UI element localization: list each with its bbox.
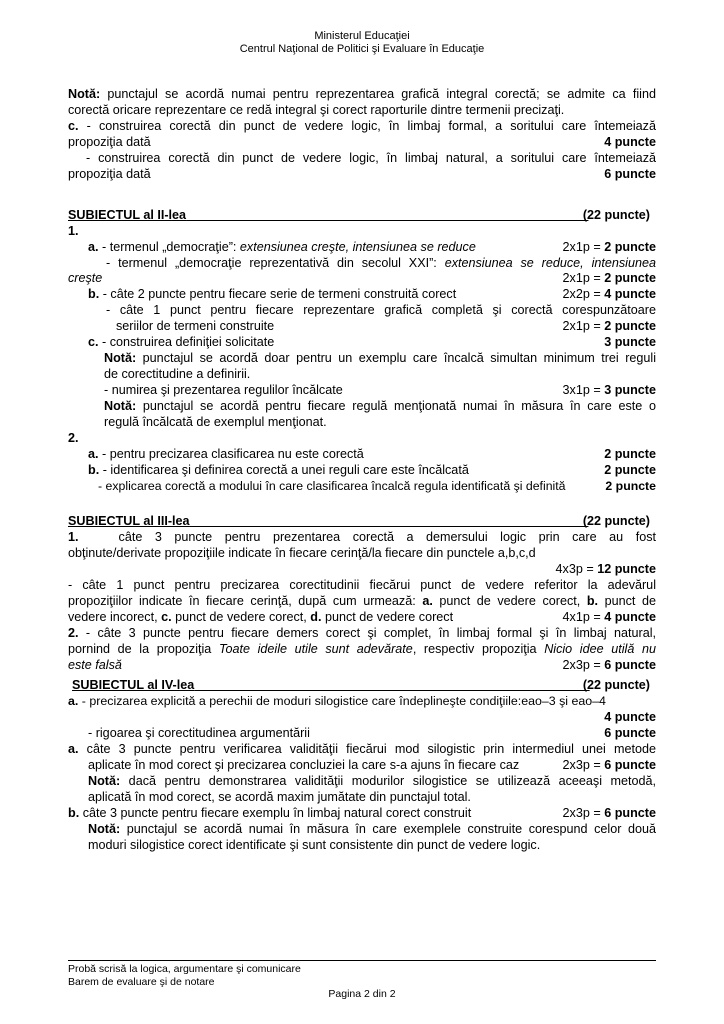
- s2-2b-line2: - explicarea corectă a modului în care clasificarea încalcă regula identificată şi definită 2 puncte: [98, 479, 656, 493]
- s3-line6: vedere incorect, c. punct de vedere corect, d. punct de vedere corect 4x1p = 4 puncte: [68, 610, 656, 624]
- s4-a-nota1: Notă: dacă pentru demonstrarea validităţii modurilor silogistice se utilizează aceeaşi metodă,: [88, 774, 656, 788]
- s4-b-nota2: moduri silogistice corect identificate şi sunt consistente din punct de vedere logic.: [88, 838, 541, 852]
- s3-line3: 4x3p = 12 puncte: [555, 562, 656, 576]
- s2-a-line3: creşte 2x1p = 2 puncte: [68, 271, 656, 285]
- intro-c-line2: propoziţia dată 4 puncte: [68, 135, 656, 149]
- intro-c-line3: - construirea corectă din punct de vedere logic, în limbaj natural, a soritului care întemeiază: [86, 151, 656, 165]
- s2-2b-line1: b. - identificarea şi definirea corectă a unei reguli care este încălcată 2 puncte: [88, 463, 656, 477]
- header-ministry: Ministerul Educaţiei: [314, 30, 410, 42]
- s3-line1: 1. câte 3 puncte pentru prezentarea corectă a demersului logic prin care au fost: [68, 530, 656, 544]
- s3-line4: - câte 1 punct pentru precizarea corectitudinii fiecărui punct de vedere referitor la adevărul: [68, 578, 656, 592]
- s2-c-nota3: Notă: punctajul se acordă pentru fiecare regulă menţionată numai în măsura în care este o: [104, 399, 656, 413]
- s2-a-line2: - termenul „democraţie reprezentativă din secolul XXI”: extensiunea se reduce, intensiunea: [106, 256, 656, 270]
- s3-line8: pornind de la propoziţia Toate ideile utile sunt adevărate, respectiv propoziţia Nicio idee utilă nu: [68, 642, 656, 656]
- s4-a-line2: - rigoarea şi corectitudinea argumentării 6 puncte: [88, 726, 656, 740]
- section-title-iii: SUBIECTUL al III-lea (22 puncte): [68, 514, 650, 528]
- s2-c-line1: c. - construirea definiţiei solicitate 3 puncte: [88, 335, 656, 349]
- s2-b-line1: b. - câte 2 puncte pentru fiecare serie de termeni construită corect 2x2p = 4 puncte: [88, 287, 656, 301]
- s2-c-nota4: regulă încălcată de exemplul menţionat.: [104, 415, 327, 429]
- s2-item-1: 1.: [68, 224, 79, 238]
- s2-2a-line: a. - pentru precizarea clasificarea nu este corectă 2 puncte: [88, 447, 656, 461]
- s4-b-line1: b. câte 3 puncte pentru fiecare exemplu în limbaj natural corect construit 2x3p = 6 puncte: [68, 806, 656, 820]
- s2-a-line1: a. - termenul „democraţie”: extensiunea creşte, intensiunea se reduce 2x1p = 2 puncte: [88, 240, 656, 254]
- header-center: Centrul Naţional de Politici şi Evaluare în Educaţie: [239, 43, 485, 55]
- s4-a3-line2: aplicate în mod corect şi precizarea concluziei la care s-a ajuns în fiecare caz 2x3p = 6 puncte: [88, 758, 656, 772]
- footer-rule: [68, 960, 656, 961]
- s3-line9: este falsă 2x3p = 6 puncte: [68, 658, 656, 672]
- footer-exam-title: Probă scrisă la logica, argumentare şi comunicare: [68, 963, 301, 975]
- s3-line7: 2. - câte 3 puncte pentru fiecare demers corect şi complet, în limbaj formal şi în limbaj natural,: [68, 626, 656, 640]
- s2-item-2: 2.: [68, 431, 79, 445]
- intro-c-line4: propoziţia dată 6 puncte: [68, 167, 656, 181]
- s4-a-line1: a. - precizarea explicită a perechii de moduri silogistice care îndeplineşte condiţiile:eao–3 şi eao–4: [68, 694, 606, 708]
- footer-barem: Barem de evaluare şi de notare: [68, 976, 215, 988]
- s4-b-nota1: Notă: punctajul se acordă numai în măsura în care exemplele construite corespund celor două: [88, 822, 656, 836]
- s2-c-nota2: de corectitudine a definirii.: [104, 367, 251, 381]
- intro-c-line1: c. - construirea corectă din punct de vedere logic, în limbaj formal, a soritului care întemeiază: [68, 119, 656, 133]
- intro-nota-line1: Notă: punctajul se acordă numai pentru reprezentarea grafică integral corectă; se admite ca fiind: [68, 87, 656, 101]
- s3-line5: propoziţiilor indicate în fiecare cerinţă, după cum urmează: a. punct de vedere corect, b. punct de: [68, 594, 656, 608]
- s2-c-nota1: Notă: punctajul se acordă doar pentru un exemplu care încalcă simultan minimum trei reguli: [104, 351, 656, 365]
- s4-a-nota2: aplicată în mod corect, se acordă maxim jumătate din punctajul total.: [88, 790, 471, 804]
- s2-b-line2: - câte 1 punct pentru fiecare reprezentare grafică completă şi corectă corespunzătoare: [106, 303, 656, 317]
- section-title-iv: SUBIECTUL al IV-lea (22 puncte): [72, 678, 650, 692]
- s4-a-score1: 4 puncte: [604, 710, 656, 724]
- footer-page-number: Pagina 2 din 2: [328, 988, 396, 1000]
- intro-nota-line2: corectă oricare reprezentare ce redă integral şi corect raporturile dintre termenii precizaţi.: [68, 103, 565, 117]
- section-title-ii: SUBIECTUL al II-lea (22 puncte): [68, 208, 650, 222]
- s3-line2: obţinute/derivate propoziţiile indicate în fiecare cerinţă/la fiecare din punctele a,b,c,d: [68, 546, 536, 560]
- s2-c-line2: - numirea şi prezentarea regulilor încălcate 3x1p = 3 puncte: [104, 383, 656, 397]
- s4-a3-line1: a. câte 3 puncte pentru verificarea validităţii fiecărui mod silogistic prin intermediul unei metode: [68, 742, 656, 756]
- s2-b-line3: seriilor de termeni construite 2x1p = 2 puncte: [116, 319, 656, 333]
